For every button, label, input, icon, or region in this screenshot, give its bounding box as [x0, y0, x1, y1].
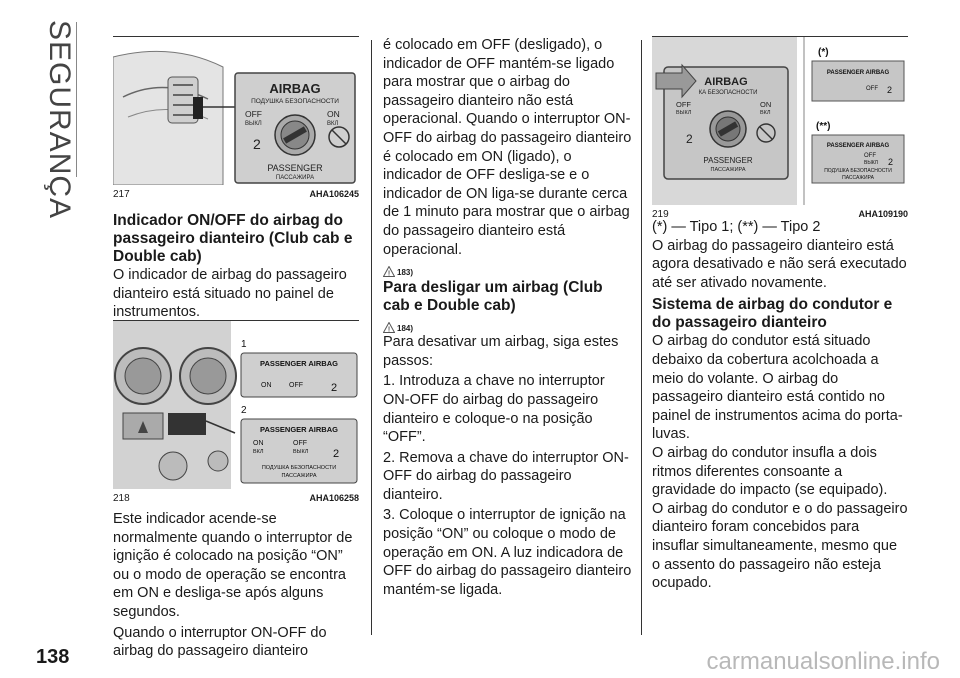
fig218-label-1: 1	[241, 339, 247, 350]
figure-218-number: 218	[113, 493, 130, 504]
fig218-panel2-on-ru: ВКЛ	[253, 449, 264, 455]
fig219-ru-title: КА БЕЗОПАСНОСТИ	[698, 90, 758, 96]
fig219-type1-label: (*)	[818, 47, 829, 58]
fig218-label-2: 2	[241, 405, 247, 416]
col2-warning-ref-2-text: 184)	[397, 324, 414, 334]
fig219-type2-title: PASSENGER AIRBAG	[826, 143, 890, 149]
fig217-passenger-label: PASSENGER	[267, 163, 323, 173]
fig219-type1-off: OFF	[866, 86, 878, 92]
col1-text-bottom	[113, 510, 359, 661]
warning-triangle-icon	[383, 266, 395, 277]
fig218-panel2-seat: 2	[333, 448, 340, 460]
fig219-type2-off-ru: ВЫКЛ	[864, 160, 878, 166]
figure-219-illustration	[652, 37, 908, 205]
col2-warning-ref-1-text: 183)	[397, 268, 414, 278]
svg-text:!: !	[387, 326, 391, 334]
section-title-text: SEGURANÇA	[43, 20, 76, 220]
fig219-type2-ru-1: ПОДУШКА БЕЗОПАСНОСТИ	[824, 168, 892, 174]
figure-219	[652, 36, 908, 219]
svg-text:!: !	[387, 270, 391, 278]
column-separator-1	[371, 40, 372, 635]
figure-217-caption	[113, 189, 359, 200]
col1-paragraph-2: Este indicador acende-se normalmente quando o interruptor de ignição é colocado na posição “ON” ou o modo de operação se encontra em ON e desliga-se após alguns segundos.	[113, 511, 353, 620]
fig218-panel2-off-ru: ВЫКЛ	[293, 449, 309, 455]
fig218-panel2-ru-2: ПАССАЖИРА	[281, 473, 317, 479]
fig219-off-label: OFF	[676, 100, 691, 109]
figure-218-caption	[113, 493, 359, 504]
fig218-panel1-on: ON	[261, 382, 272, 389]
fig217-on-ru: ВКЛ	[327, 121, 339, 127]
fig217-airbag-label: AIRBAG	[269, 81, 321, 96]
section-rule	[76, 22, 77, 177]
fig219-airbag-label: AIRBAG	[704, 76, 748, 88]
col3-text	[652, 218, 908, 593]
col3-types-legend: (*) — Tipo 1; (**) — Tipo 2	[652, 219, 821, 235]
fig218-panel2-off: OFF	[293, 440, 307, 447]
fig219-passenger-label: PASSENGER	[703, 156, 753, 165]
figure-217	[113, 36, 359, 200]
fig217-passenger-ru: ПАССАЖИРА	[275, 175, 315, 181]
figure-217-ref: AHA106245	[309, 189, 359, 199]
fig218-panel1-title: PASSENGER AIRBAG	[260, 359, 338, 368]
fig219-on-ru: ВКЛ	[760, 110, 771, 116]
fig217-on-label: ON	[327, 109, 340, 119]
figure-217-number: 217	[113, 189, 130, 200]
col2-text	[383, 36, 633, 599]
col3-paragraph-2: O airbag do condutor está situado debaixo da cobertura acolchoada a meio do volante. O airbag do passageiro dianteiro está contido no painel de instrumentos acima do porta-luvas.	[652, 333, 903, 443]
col3-paragraph-4: O airbag do condutor e o do passageiro dianteiro foram concebidos para insuflar simultaneamente, mesmo que o assento do passageiro não esteja ocupado.	[652, 500, 908, 592]
figure-219-number: 219	[652, 209, 669, 220]
column-separator-2	[641, 40, 642, 635]
col2-step-1: 1. Introduza a chave no interruptor ON-OFF do airbag do passageiro dianteiro e coloque-o na posição “OFF”.	[383, 373, 605, 446]
figure-218-ref: AHA106258	[309, 493, 359, 503]
fig217-off-label: OFF	[245, 109, 262, 119]
fig217-seat-number: 2	[253, 136, 261, 152]
figure-218-illustration	[113, 321, 359, 489]
col3-paragraph-3: O airbag do condutor insufla a dois ritmos diferentes consoante a gravidade do impacto (se equipado).	[652, 444, 888, 499]
col3-paragraph-1: O airbag do passageiro dianteiro está agora desativado e não será executado até ser ativado novamente.	[652, 237, 907, 291]
fig218-panel1-off: OFF	[289, 382, 303, 389]
fig219-passenger-ru: ПАССАЖИРА	[710, 167, 746, 173]
figure-217-illustration	[113, 37, 359, 185]
fig217-ru-title: ПОДУШКА БЕЗОПАСНОСТИ	[251, 98, 339, 105]
fig218-panel2-on: ON	[253, 440, 264, 447]
fig219-type1-title: PASSENGER AIRBAG	[826, 70, 890, 76]
fig219-on-label: ON	[760, 100, 772, 109]
col2-heading: Para desligar um airbag (Club cab e Double cab)	[383, 279, 603, 315]
fig219-type1-seat: 2	[887, 85, 893, 95]
col3-heading: Sistema de airbag do condutor e do passageiro dianteiro	[652, 296, 893, 332]
col2-warning-ref-1	[383, 259, 633, 277]
fig218-panel2-ru-1: ПОДУШКА БЕЗОПАСНОСТИ	[261, 465, 337, 471]
page-number: 138	[36, 646, 70, 668]
col2-warning-ref-2	[383, 315, 633, 333]
col2-step-3: 3. Coloque o interruptor de ignição na posição “ON” ou coloque o modo de operação em ON. A luz indicadora de OFF do airbag do passageiro dianteiro mantém-se ligada.	[383, 507, 632, 598]
fig219-type2-label: (**)	[816, 121, 831, 132]
figure-219-ref: AHA109190	[858, 209, 908, 219]
col1-heading: Indicador ON/OFF do airbag do passageiro dianteiro (Club cab e Double cab)	[113, 212, 353, 265]
section-title	[40, 20, 80, 220]
col1-text-top	[113, 212, 359, 322]
fig219-type2-ru-2: ПАССАЖИРА	[842, 175, 874, 181]
fig219-type2-seat: 2	[888, 157, 894, 167]
col1-paragraph-1: O indicador de airbag do passageiro dianteiro está situado no painel de instrumentos.	[113, 267, 347, 321]
fig218-panel1-seat: 2	[331, 382, 338, 394]
col2-paragraph-1: é colocado em OFF (desligado), o indicador de OFF mantém-se ligado para mostrar que o airbag do passageiro dianteiro não está operacional. Quando o interruptor ON-OFF do airbag do passageiro dianteiro é colocado em ON (ligado), o indicador de OFF desliga-se e o indicador de ON liga-se durante cerca de 1 minuto para mostrar que o airbag do passageiro dianteiro está operacional.	[383, 37, 632, 258]
figure-218	[113, 320, 359, 511]
watermark: carmanualsonline.info	[706, 648, 940, 675]
col2-step-2: 2. Remova a chave do interruptor ON-OFF do airbag do passageiro dianteiro.	[383, 449, 629, 503]
fig219-seat-number: 2	[686, 132, 693, 146]
fig217-off-ru: ВЫКЛ	[245, 121, 262, 127]
fig218-panel2-title: PASSENGER AIRBAG	[260, 425, 338, 434]
col2-paragraph-2: Para desativar um airbag, siga estes passos:	[383, 334, 619, 369]
col1-paragraph-3: Quando o interruptor ON-OFF do airbag do passageiro dianteiro	[113, 624, 327, 660]
fig219-off-ru: ВЫКЛ	[676, 110, 692, 116]
fig219-type2-off: OFF	[864, 153, 876, 159]
warning-triangle-icon	[383, 322, 395, 333]
